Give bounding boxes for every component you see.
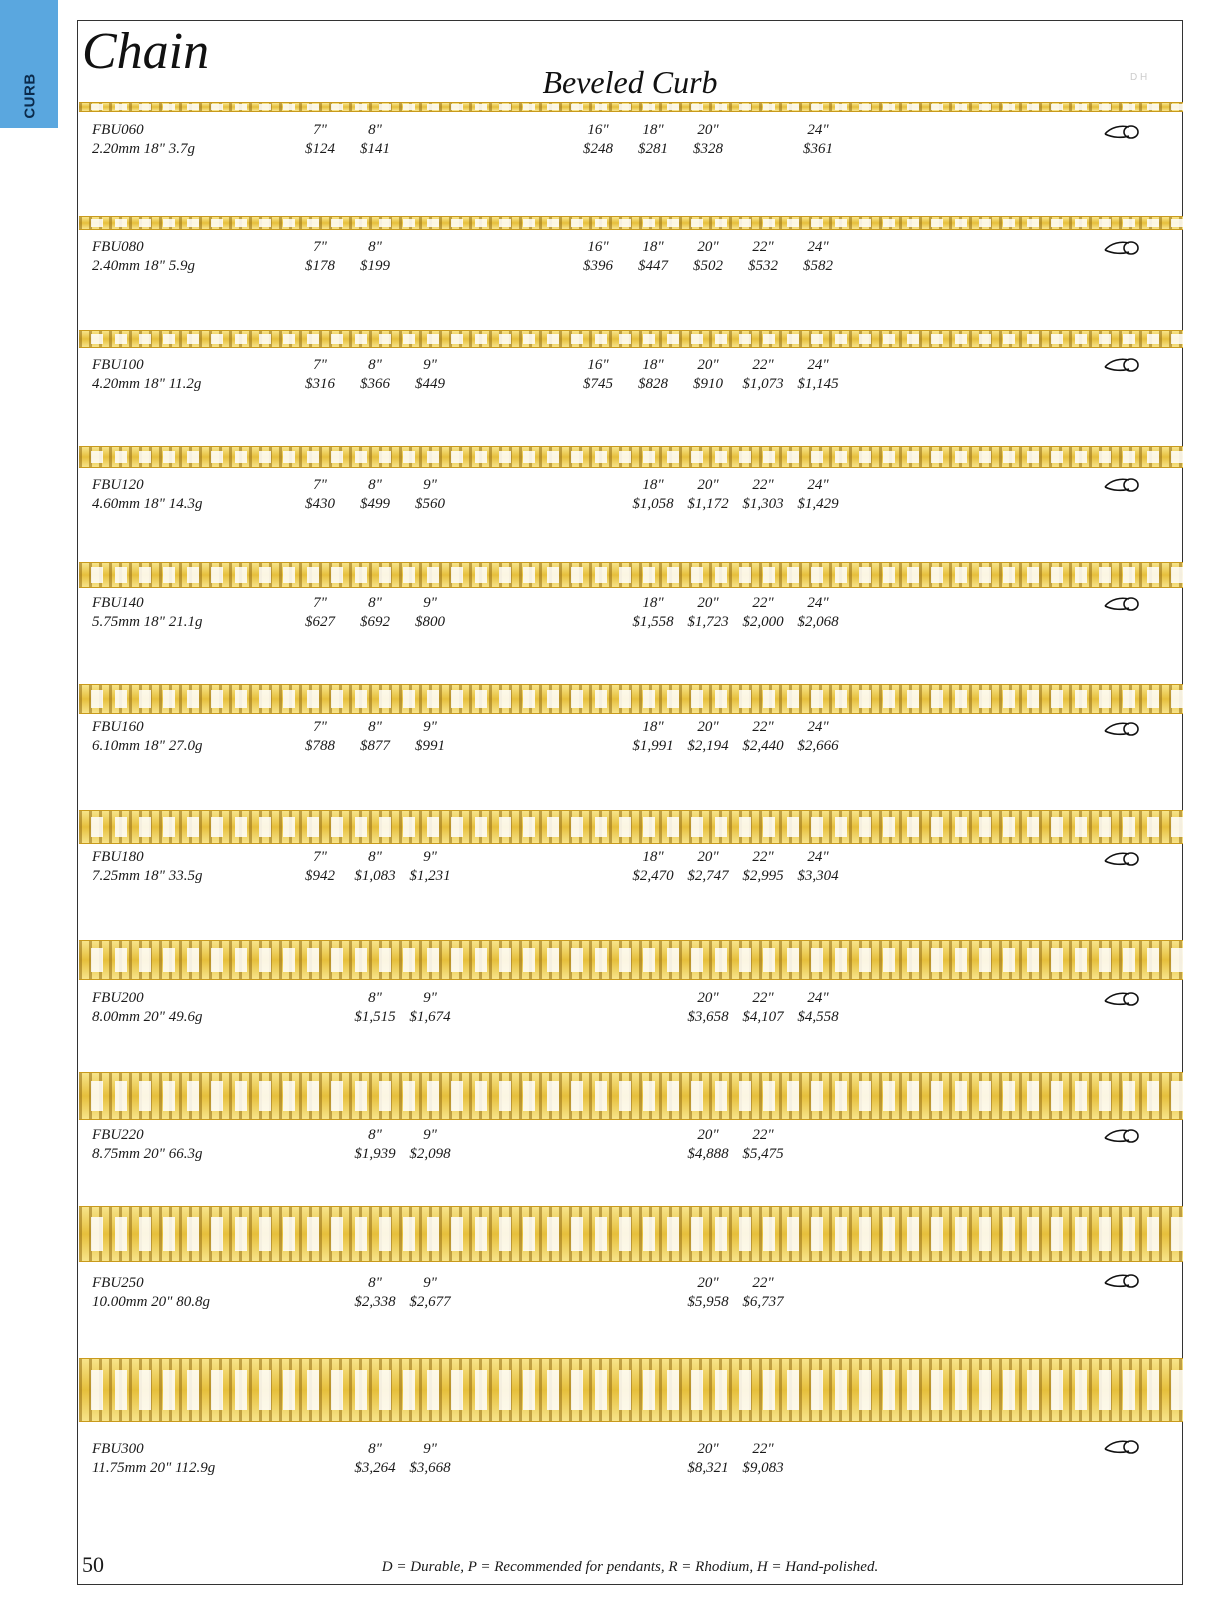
product-label — [92, 594, 202, 632]
lobster-clasp-icon — [1103, 850, 1141, 868]
price-value: $5,475 — [742, 1146, 784, 1162]
lobster-clasp-icon — [1103, 239, 1141, 257]
product-label — [92, 1126, 202, 1164]
chain-image — [79, 810, 1183, 844]
price-value: $532 — [748, 258, 778, 274]
length-label: 8" — [368, 595, 382, 611]
price-value: $1,231 — [409, 868, 451, 884]
corner-mark: D H — [1130, 72, 1148, 83]
price-value: $582 — [803, 258, 833, 274]
price-cell — [668, 121, 748, 159]
price-value: $499 — [360, 496, 390, 512]
length-label: 18" — [642, 595, 664, 611]
length-label: 18" — [642, 477, 664, 493]
length-label: 20" — [697, 357, 719, 373]
product-label — [92, 121, 195, 159]
footer-legend: D = Durable, P = Recommended for pendants, R = Rhodium, H = Hand-polished. — [381, 1559, 879, 1575]
product-spec: 2.40mm 18" 5.9g — [92, 258, 195, 274]
price-value: $366 — [360, 376, 390, 392]
product-code: FBU200 — [92, 990, 144, 1006]
length-label: 22" — [752, 719, 774, 735]
price-value: $3,668 — [409, 1460, 451, 1476]
product-label — [92, 476, 202, 514]
price-value: $248 — [583, 141, 613, 157]
price-cell — [390, 718, 470, 756]
price-value: $2,995 — [742, 868, 784, 884]
length-label: 20" — [697, 719, 719, 735]
length-label: 8" — [368, 1127, 382, 1143]
price-value: $4,107 — [742, 1009, 784, 1025]
price-value: $199 — [360, 258, 390, 274]
product-spec: 10.00mm 20" 80.8g — [92, 1294, 210, 1310]
product-spec: 7.25mm 18" 33.5g — [92, 868, 203, 884]
chain-links — [79, 690, 1183, 708]
length-label: 24" — [807, 477, 829, 493]
chain-links — [79, 1217, 1183, 1252]
price-cell — [390, 1126, 470, 1164]
product-spec: 6.10mm 18" 27.0g — [92, 738, 203, 754]
price-cell — [390, 1440, 470, 1478]
price-value: $692 — [360, 614, 390, 630]
price-value: $877 — [360, 738, 390, 754]
product-spec: 8.75mm 20" 66.3g — [92, 1146, 203, 1162]
length-label: 24" — [807, 357, 829, 373]
price-value: $2,000 — [742, 614, 784, 630]
price-cell — [390, 848, 470, 886]
chain-links — [79, 451, 1183, 464]
price-value: $991 — [415, 738, 445, 754]
length-label: 7" — [313, 849, 327, 865]
price-value: $5,958 — [687, 1294, 729, 1310]
price-value: $281 — [638, 141, 668, 157]
length-label: 20" — [697, 1275, 719, 1291]
length-label: 8" — [368, 357, 382, 373]
length-label: 9" — [423, 1127, 437, 1143]
price-value: $141 — [360, 141, 390, 157]
length-label: 22" — [752, 357, 774, 373]
product-code: FBU160 — [92, 719, 144, 735]
price-cell — [723, 1126, 803, 1164]
length-label: 7" — [313, 477, 327, 493]
length-label: 20" — [697, 1441, 719, 1457]
price-value: $800 — [415, 614, 445, 630]
price-value: $2,666 — [797, 738, 839, 754]
product-code: FBU080 — [92, 239, 144, 255]
product-code: FBU140 — [92, 595, 144, 611]
product-label — [92, 238, 195, 276]
price-value: $1,939 — [354, 1146, 396, 1162]
chain-links — [79, 567, 1183, 582]
lobster-clasp-icon — [1103, 476, 1141, 494]
price-value: $560 — [415, 496, 445, 512]
length-label: 8" — [368, 477, 382, 493]
product-spec: 4.20mm 18" 11.2g — [92, 376, 202, 392]
lobster-clasp-icon — [1103, 1438, 1141, 1456]
product-code: FBU120 — [92, 477, 144, 493]
product-spec: 8.00mm 20" 49.6g — [92, 1009, 203, 1025]
length-label: 8" — [368, 239, 382, 255]
price-value: $788 — [305, 738, 335, 754]
product-label — [92, 989, 202, 1027]
product-code: FBU180 — [92, 849, 144, 865]
length-label: 8" — [368, 1441, 382, 1457]
price-value: $1,515 — [354, 1009, 396, 1025]
length-label: 18" — [642, 357, 664, 373]
length-label: 24" — [807, 719, 829, 735]
price-value: $2,677 — [409, 1294, 451, 1310]
length-label: 8" — [368, 1275, 382, 1291]
price-value: $124 — [305, 141, 335, 157]
price-value: $1,083 — [354, 868, 396, 884]
price-value: $745 — [583, 376, 613, 392]
length-label: 7" — [313, 595, 327, 611]
product-spec: 4.60mm 18" 14.3g — [92, 496, 203, 512]
length-label: 22" — [752, 477, 774, 493]
length-label: 24" — [807, 239, 829, 255]
price-value: $447 — [638, 258, 668, 274]
chain-image — [79, 216, 1183, 230]
price-value: $396 — [583, 258, 613, 274]
section-tab-label: CURB — [21, 73, 39, 119]
lobster-clasp-icon — [1103, 123, 1141, 141]
length-label: 22" — [752, 990, 774, 1006]
price-value: $178 — [305, 258, 335, 274]
length-label: 20" — [697, 122, 719, 138]
page-number: 50 — [82, 1552, 104, 1577]
length-label: 16" — [587, 122, 609, 138]
price-value: $1,145 — [797, 376, 839, 392]
length-label: 20" — [697, 595, 719, 611]
price-cell — [778, 718, 858, 756]
chain-image — [79, 102, 1183, 112]
price-value: $1,429 — [797, 496, 839, 512]
lobster-clasp-icon — [1103, 1127, 1141, 1145]
price-value: $2,440 — [742, 738, 784, 754]
price-cell — [335, 238, 415, 276]
length-label: 20" — [697, 990, 719, 1006]
price-value: $2,470 — [632, 868, 674, 884]
length-label: 22" — [752, 1441, 774, 1457]
price-value: $828 — [638, 376, 668, 392]
length-label: 18" — [642, 122, 664, 138]
length-label: 22" — [752, 1275, 774, 1291]
length-label: 9" — [423, 849, 437, 865]
length-label: 9" — [423, 595, 437, 611]
length-label: 20" — [697, 477, 719, 493]
lobster-clasp-icon — [1103, 356, 1141, 374]
price-value: $430 — [305, 496, 335, 512]
length-label: 22" — [752, 1127, 774, 1143]
lobster-clasp-icon — [1103, 720, 1141, 738]
lobster-clasp-icon — [1103, 595, 1141, 613]
price-value: $1,303 — [742, 496, 784, 512]
product-code: FBU250 — [92, 1275, 144, 1291]
length-label: 9" — [423, 357, 437, 373]
length-label: 9" — [423, 990, 437, 1006]
price-value: $3,658 — [687, 1009, 729, 1025]
price-value: $2,747 — [687, 868, 729, 884]
chain-image — [79, 1072, 1183, 1120]
length-label: 7" — [313, 357, 327, 373]
price-cell — [778, 848, 858, 886]
length-label: 22" — [752, 595, 774, 611]
length-label: 8" — [368, 122, 382, 138]
price-value: $1,723 — [687, 614, 729, 630]
length-label: 24" — [807, 849, 829, 865]
price-value: $3,264 — [354, 1460, 396, 1476]
page-title: Chain — [82, 23, 210, 80]
product-code: FBU100 — [92, 357, 144, 373]
product-label — [92, 356, 201, 394]
length-label: 18" — [642, 239, 664, 255]
chain-links — [79, 104, 1183, 109]
product-label — [92, 848, 202, 886]
price-cell — [778, 476, 858, 514]
product-spec: 11.75mm 20" 112.9g — [92, 1460, 216, 1476]
price-value: $4,558 — [797, 1009, 839, 1025]
price-cell — [778, 238, 858, 276]
price-value: $2,194 — [687, 738, 729, 754]
price-value: $8,321 — [687, 1460, 729, 1476]
length-label: 24" — [807, 990, 829, 1006]
length-label: 16" — [587, 357, 609, 373]
price-value: $328 — [693, 141, 723, 157]
product-spec: 5.75mm 18" 21.1g — [92, 614, 203, 630]
lobster-clasp-icon — [1103, 990, 1141, 1008]
price-cell — [390, 476, 470, 514]
price-value: $1,073 — [742, 376, 784, 392]
length-label: 8" — [368, 849, 382, 865]
price-cell — [778, 121, 858, 159]
price-value: $1,558 — [632, 614, 674, 630]
price-cell — [723, 1274, 803, 1312]
price-value: $449 — [415, 376, 445, 392]
chain-image — [79, 684, 1183, 714]
length-label: 22" — [752, 849, 774, 865]
price-value: $3,304 — [797, 868, 839, 884]
price-cell — [723, 1440, 803, 1478]
chain-links — [79, 1081, 1183, 1110]
length-label: 8" — [368, 719, 382, 735]
price-cell — [778, 356, 858, 394]
length-label: 7" — [313, 122, 327, 138]
price-value: $942 — [305, 868, 335, 884]
product-label — [92, 1274, 210, 1312]
price-value: $2,098 — [409, 1146, 451, 1162]
price-value: $910 — [693, 376, 723, 392]
product-code: FBU300 — [92, 1441, 144, 1457]
length-label: 18" — [642, 849, 664, 865]
price-value: $502 — [693, 258, 723, 274]
product-code: FBU220 — [92, 1127, 144, 1143]
chain-links — [79, 219, 1183, 227]
length-label: 20" — [697, 1127, 719, 1143]
length-label: 24" — [807, 122, 829, 138]
price-value: $9,083 — [742, 1460, 784, 1476]
price-value: $4,888 — [687, 1146, 729, 1162]
chain-image — [79, 446, 1183, 468]
price-value: $1,674 — [409, 1009, 451, 1025]
chain-links — [79, 334, 1183, 344]
length-label: 16" — [587, 239, 609, 255]
price-cell — [335, 121, 415, 159]
chain-image — [79, 562, 1183, 588]
price-value: $1,172 — [687, 496, 729, 512]
chain-links — [79, 817, 1183, 837]
product-label — [92, 718, 202, 756]
length-label: 9" — [423, 1441, 437, 1457]
chain-links — [79, 948, 1183, 972]
price-cell — [390, 356, 470, 394]
product-code: FBU060 — [92, 122, 144, 138]
length-label: 9" — [423, 1275, 437, 1291]
chain-image — [79, 1358, 1183, 1422]
length-label: 22" — [752, 239, 774, 255]
length-label: 9" — [423, 477, 437, 493]
page-subtitle: Beveled Curb — [542, 64, 718, 100]
length-label: 18" — [642, 719, 664, 735]
price-value: $627 — [305, 614, 335, 630]
chain-image — [79, 1206, 1183, 1262]
length-label: 9" — [423, 719, 437, 735]
length-label: 8" — [368, 990, 382, 1006]
price-value: $2,338 — [354, 1294, 396, 1310]
price-cell — [390, 989, 470, 1027]
price-cell — [778, 594, 858, 632]
length-label: 7" — [313, 239, 327, 255]
length-label: 7" — [313, 719, 327, 735]
length-label: 20" — [697, 849, 719, 865]
price-cell — [390, 1274, 470, 1312]
price-value: $1,991 — [632, 738, 674, 754]
product-label — [92, 1440, 215, 1478]
price-value: $2,068 — [797, 614, 839, 630]
length-label: 24" — [807, 595, 829, 611]
price-value: $6,737 — [742, 1294, 784, 1310]
product-spec: 2.20mm 18" 3.7g — [92, 141, 195, 157]
chain-links — [79, 1370, 1183, 1410]
price-cell — [778, 989, 858, 1027]
price-value: $1,058 — [632, 496, 674, 512]
chain-image — [79, 940, 1183, 980]
length-label: 20" — [697, 239, 719, 255]
lobster-clasp-icon — [1103, 1272, 1141, 1290]
price-cell — [390, 594, 470, 632]
price-value: $361 — [803, 141, 833, 157]
price-value: $316 — [305, 376, 335, 392]
chain-image — [79, 330, 1183, 348]
